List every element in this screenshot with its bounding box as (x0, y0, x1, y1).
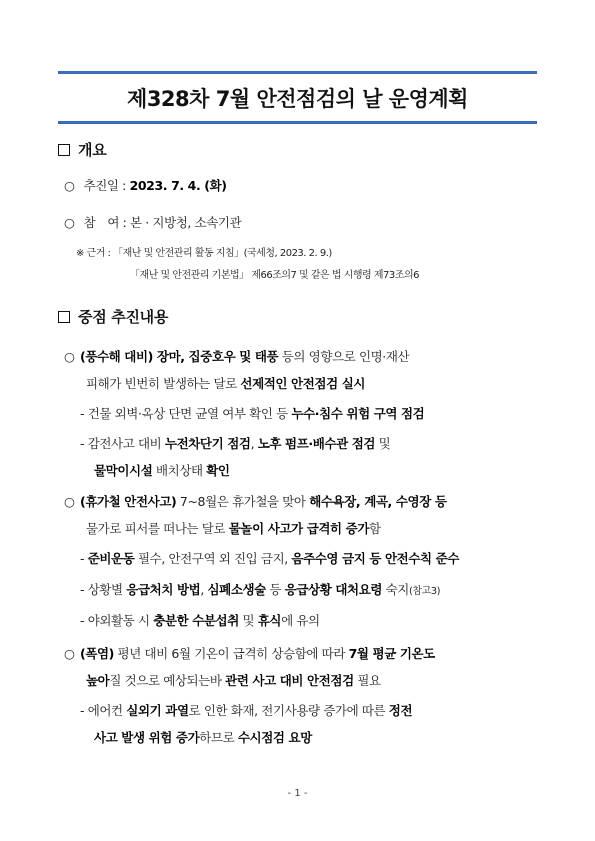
item1-sub2: - 감전사고 대비 누전차단기 점검, 노후 펌프·배수관 점검 및 (80, 436, 391, 451)
circle-bullet-icon: ○ (64, 178, 75, 193)
circle-bullet-icon: ○ (64, 215, 75, 230)
circle-bullet-icon: ○ (64, 349, 75, 364)
overview-date: ○ 추진일 : 2023. 7. 4. (화) (64, 178, 227, 193)
item1-sub1: - 건물 외벽·옥상 단면 균열 여부 확인 등 누수·침수 위험 구역 점검 (80, 406, 425, 421)
circle-bullet-icon: ○ (64, 494, 75, 509)
dash-bullet: - (80, 703, 88, 718)
item1-line1: ○ (풍수해 대비) 장마, 집중호우 및 태풍 등의 영향으로 인명·재산 (64, 349, 410, 364)
item1-sub2-cont: 물막이시설 배치상태 확인 (94, 463, 230, 478)
section-overview-heading: 개요 (58, 139, 106, 160)
item2-sub2: - 상황별 응급처치 방법, 심폐소생술 등 응급상황 대처요령 숙지(참고3) (80, 582, 440, 597)
overview-participants: ○ 참 여 : 본 · 지방청, 소속기관 (64, 215, 242, 230)
checkbox-square-icon (58, 311, 70, 323)
item3-line2: 높아질 것으로 예상되는바 관련 사고 대비 안전점검 필요 (86, 673, 381, 688)
item3-line1: ○ (폭염) 평년 대비 6월 기온이 급격히 상승함에 따라 7월 평균 기온도 (64, 646, 435, 661)
item2-sub1: - 준비운동 필수, 안전구역 외 진입 금지, 음주수영 금지 등 안전수칙 준수 (80, 551, 459, 566)
checkbox-square-icon (58, 144, 70, 156)
page-title: 제328차 7월 안전점검의 날 운영계획 (127, 86, 468, 111)
item1-line2: 피해가 빈번히 발생하는 달로 선제적인 안전점검 실시 (86, 376, 366, 391)
item3-sub1-cont: 사고 발생 위험 증가하므로 수시점검 요망 (94, 730, 312, 745)
item2-sub3: - 야외활동 시 충분한 수분섭취 및 휴식에 유의 (80, 613, 320, 628)
dash-bullet: - (80, 551, 88, 566)
section-focus-heading: 중점 추진내용 (58, 306, 168, 327)
page-number: - 1 - (287, 788, 308, 799)
overview-basis-1: ※ 근거 : 「재난 및 안전관리 활동 지침」(국세청, 2023. 2. 9.) (76, 248, 332, 259)
item3-sub1: - 에어컨 실외기 과열로 인한 화재, 전기사용량 증가에 따른 정전 (80, 703, 413, 718)
circle-bullet-icon: ○ (64, 646, 75, 661)
overview-basis-2: 「재난 및 안전관리 기본법」 제66조의7 및 같은 법 시행령 제73조의6 (130, 270, 419, 281)
dash-bullet: - (80, 613, 88, 628)
dash-bullet: - (80, 406, 88, 421)
dash-bullet: - (80, 436, 88, 451)
item2-line1: ○ (휴가철 안전사고) 7~8월은 휴가철을 맞아 해수욕장, 계곡, 수영장 등 (64, 494, 447, 509)
title-block (58, 71, 537, 124)
dash-bullet: - (80, 582, 88, 597)
item2-line2: 물가로 피서를 떠나는 달로 물놀이 사고가 급격히 증가함 (86, 521, 381, 536)
